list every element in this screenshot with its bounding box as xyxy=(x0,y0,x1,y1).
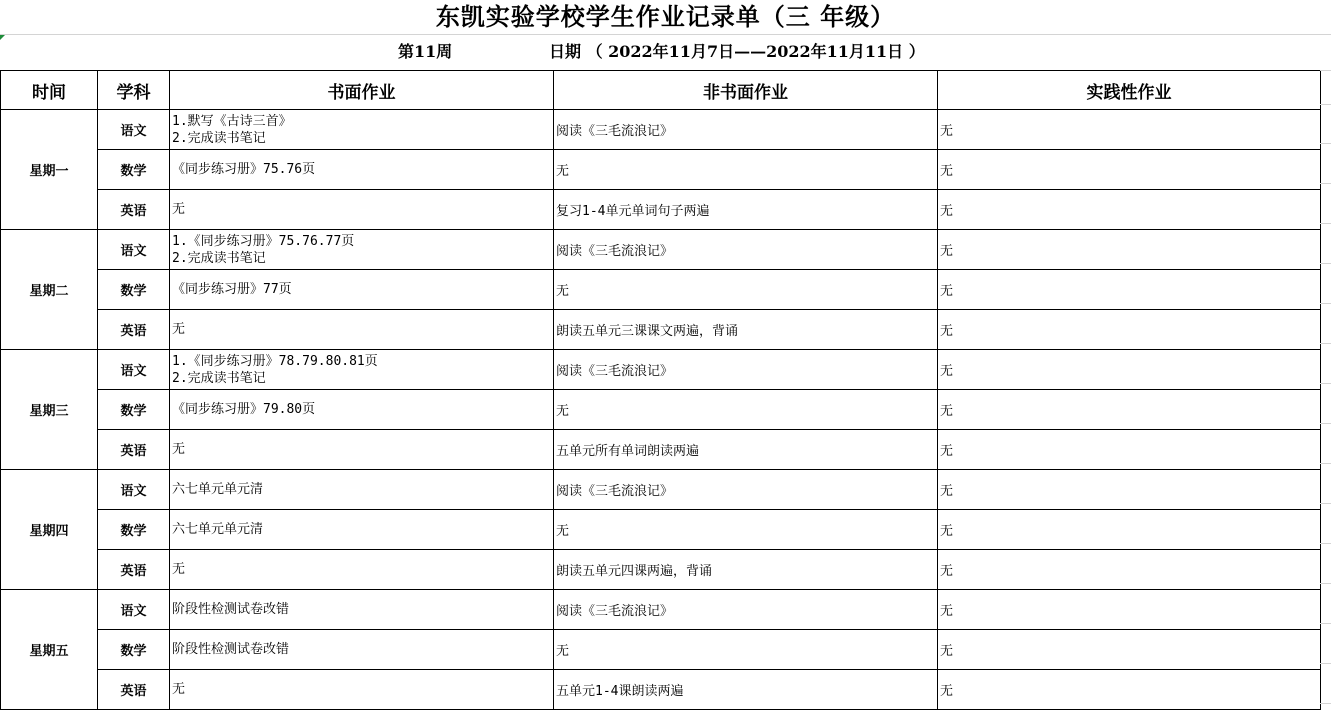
header-practice[interactable]: 实践性作业 xyxy=(938,71,1321,110)
subject-cell[interactable]: 语文 xyxy=(98,470,170,510)
written-homework-line: 1.《同步练习册》78.79.80.81页 xyxy=(172,353,378,369)
practice-homework-cell[interactable]: 无 xyxy=(938,270,1321,310)
written-homework-line: 2.完成读书笔记 xyxy=(172,130,266,146)
subject-cell[interactable]: 英语 xyxy=(98,670,170,710)
written-homework-cell[interactable] xyxy=(170,270,554,310)
table-row xyxy=(1,630,1321,670)
practice-homework-cell[interactable]: 无 xyxy=(938,150,1321,190)
header-nonwritten[interactable]: 非书面作业 xyxy=(554,71,938,110)
table-row xyxy=(1,510,1321,550)
written-homework-line: 《同步练习册》75.76页 xyxy=(172,162,316,177)
written-homework-line: 《同步练习册》77页 xyxy=(172,282,292,297)
written-homework-line: 2.完成读书笔记 xyxy=(172,250,266,266)
subject-cell[interactable]: 英语 xyxy=(98,550,170,590)
subject-cell[interactable]: 语文 xyxy=(98,350,170,390)
written-homework-line: 《同步练习册》79.80页 xyxy=(172,402,316,417)
written-homework-line: 无 xyxy=(172,442,186,457)
table-row xyxy=(1,270,1321,310)
practice-homework-cell[interactable]: 无 xyxy=(938,670,1321,710)
written-homework-line: 无 xyxy=(172,562,186,577)
subject-cell[interactable]: 语文 xyxy=(98,230,170,270)
written-homework-cell[interactable] xyxy=(170,190,554,230)
nonwritten-homework-cell[interactable]: 复习1-4单元单词句子两遍 xyxy=(554,190,938,230)
written-homework-line: 1.默写《古诗三首》 xyxy=(172,113,292,129)
nonwritten-homework-cell[interactable]: 无 xyxy=(554,150,938,190)
day-cell[interactable]: 星期三 xyxy=(1,350,98,470)
nonwritten-homework-cell[interactable]: 无 xyxy=(554,270,938,310)
gridline xyxy=(0,34,1331,35)
written-homework-line: 无 xyxy=(172,202,186,217)
day-cell[interactable]: 星期一 xyxy=(1,110,98,230)
day-cell[interactable]: 星期二 xyxy=(1,230,98,350)
table-row xyxy=(1,550,1321,590)
header-row xyxy=(1,71,1321,110)
date-range: 日期 （ 2022年11月7日——2022年11月11日 ） xyxy=(549,42,925,61)
practice-homework-cell[interactable]: 无 xyxy=(938,430,1321,470)
practice-homework-cell[interactable]: 无 xyxy=(938,550,1321,590)
nonwritten-homework-cell[interactable]: 阅读《三毛流浪记》 xyxy=(554,350,938,390)
nonwritten-homework-cell[interactable]: 朗读五单元四课两遍，背诵 xyxy=(554,550,938,590)
table-row xyxy=(1,230,1321,270)
written-homework-line: 阶段性检测试卷改错 xyxy=(172,602,290,617)
practice-homework-cell[interactable]: 无 xyxy=(938,230,1321,270)
practice-homework-cell[interactable]: 无 xyxy=(938,630,1321,670)
subject-cell[interactable]: 英语 xyxy=(98,310,170,350)
written-homework-cell[interactable] xyxy=(170,550,554,590)
nonwritten-homework-cell[interactable]: 无 xyxy=(554,510,938,550)
header-time[interactable]: 时间 xyxy=(1,71,98,110)
table-row xyxy=(1,150,1321,190)
nonwritten-homework-cell[interactable]: 五单元所有单词朗读两遍 xyxy=(554,430,938,470)
practice-homework-cell[interactable]: 无 xyxy=(938,310,1321,350)
subject-cell[interactable]: 数学 xyxy=(98,270,170,310)
written-homework-line: 六七单元单元清 xyxy=(172,522,264,537)
subject-cell[interactable]: 数学 xyxy=(98,510,170,550)
written-homework-line: 2.完成读书笔记 xyxy=(172,370,266,386)
nonwritten-homework-cell[interactable]: 五单元1-4课朗读两遍 xyxy=(554,670,938,710)
subject-cell[interactable]: 语文 xyxy=(98,110,170,150)
table-row xyxy=(1,350,1321,390)
practice-homework-cell[interactable]: 无 xyxy=(938,110,1321,150)
written-homework-cell[interactable] xyxy=(170,470,554,510)
practice-homework-cell[interactable]: 无 xyxy=(938,390,1321,430)
table-row xyxy=(1,390,1321,430)
table-body xyxy=(1,110,1321,710)
practice-homework-cell[interactable]: 无 xyxy=(938,590,1321,630)
nonwritten-homework-cell[interactable]: 无 xyxy=(554,390,938,430)
nonwritten-homework-cell[interactable]: 阅读《三毛流浪记》 xyxy=(554,470,938,510)
written-homework-line: 无 xyxy=(172,322,186,337)
table-row xyxy=(1,430,1321,470)
written-homework-cell[interactable] xyxy=(170,630,554,670)
table-row xyxy=(1,590,1321,630)
sheet-title: 东凯实验学校学生作业记录单（三 年级） xyxy=(435,2,896,31)
written-homework-cell[interactable] xyxy=(170,670,554,710)
practice-homework-cell[interactable]: 无 xyxy=(938,190,1321,230)
right-gridlines xyxy=(1320,34,1331,721)
subject-cell[interactable]: 数学 xyxy=(98,390,170,430)
written-homework-cell[interactable] xyxy=(170,430,554,470)
table-row xyxy=(1,470,1321,510)
subject-cell[interactable]: 英语 xyxy=(98,430,170,470)
practice-homework-cell[interactable]: 无 xyxy=(938,510,1321,550)
nonwritten-homework-cell[interactable]: 阅读《三毛流浪记》 xyxy=(554,110,938,150)
subject-cell[interactable]: 语文 xyxy=(98,590,170,630)
table-row xyxy=(1,110,1321,150)
header-written[interactable]: 书面作业 xyxy=(170,71,554,110)
table-row xyxy=(1,670,1321,710)
table-row xyxy=(1,310,1321,350)
written-homework-cell[interactable] xyxy=(170,390,554,430)
header-subject[interactable]: 学科 xyxy=(98,71,170,110)
written-homework-line: 无 xyxy=(172,682,186,697)
homework-table xyxy=(0,70,1321,710)
practice-homework-cell[interactable]: 无 xyxy=(938,470,1321,510)
written-homework-line: 1.《同步练习册》75.76.77页 xyxy=(172,233,355,249)
written-homework-cell[interactable] xyxy=(170,590,554,630)
written-homework-line: 阶段性检测试卷改错 xyxy=(172,642,290,657)
written-homework-cell[interactable] xyxy=(170,110,554,150)
written-homework-line: 六七单元单元清 xyxy=(172,482,264,497)
written-homework-cell[interactable] xyxy=(170,510,554,550)
nonwritten-homework-cell[interactable]: 阅读《三毛流浪记》 xyxy=(554,230,938,270)
nonwritten-homework-cell[interactable]: 阅读《三毛流浪记》 xyxy=(554,590,938,630)
written-homework-cell[interactable] xyxy=(170,350,554,390)
subject-cell[interactable]: 英语 xyxy=(98,190,170,230)
written-homework-cell[interactable] xyxy=(170,230,554,270)
nonwritten-homework-cell[interactable]: 无 xyxy=(554,630,938,670)
cell-comment-marker xyxy=(0,35,5,40)
subject-cell[interactable]: 数学 xyxy=(98,630,170,670)
written-homework-cell[interactable] xyxy=(170,310,554,350)
subject-cell[interactable]: 数学 xyxy=(98,150,170,190)
week-label: 第11周 xyxy=(398,42,453,61)
day-cell[interactable]: 星期四 xyxy=(1,470,98,590)
table-row xyxy=(1,190,1321,230)
practice-homework-cell[interactable]: 无 xyxy=(938,350,1321,390)
day-cell[interactable]: 星期五 xyxy=(1,590,98,710)
nonwritten-homework-cell[interactable]: 朗读五单元三课课文两遍，背诵 xyxy=(554,310,938,350)
written-homework-cell[interactable] xyxy=(170,150,554,190)
